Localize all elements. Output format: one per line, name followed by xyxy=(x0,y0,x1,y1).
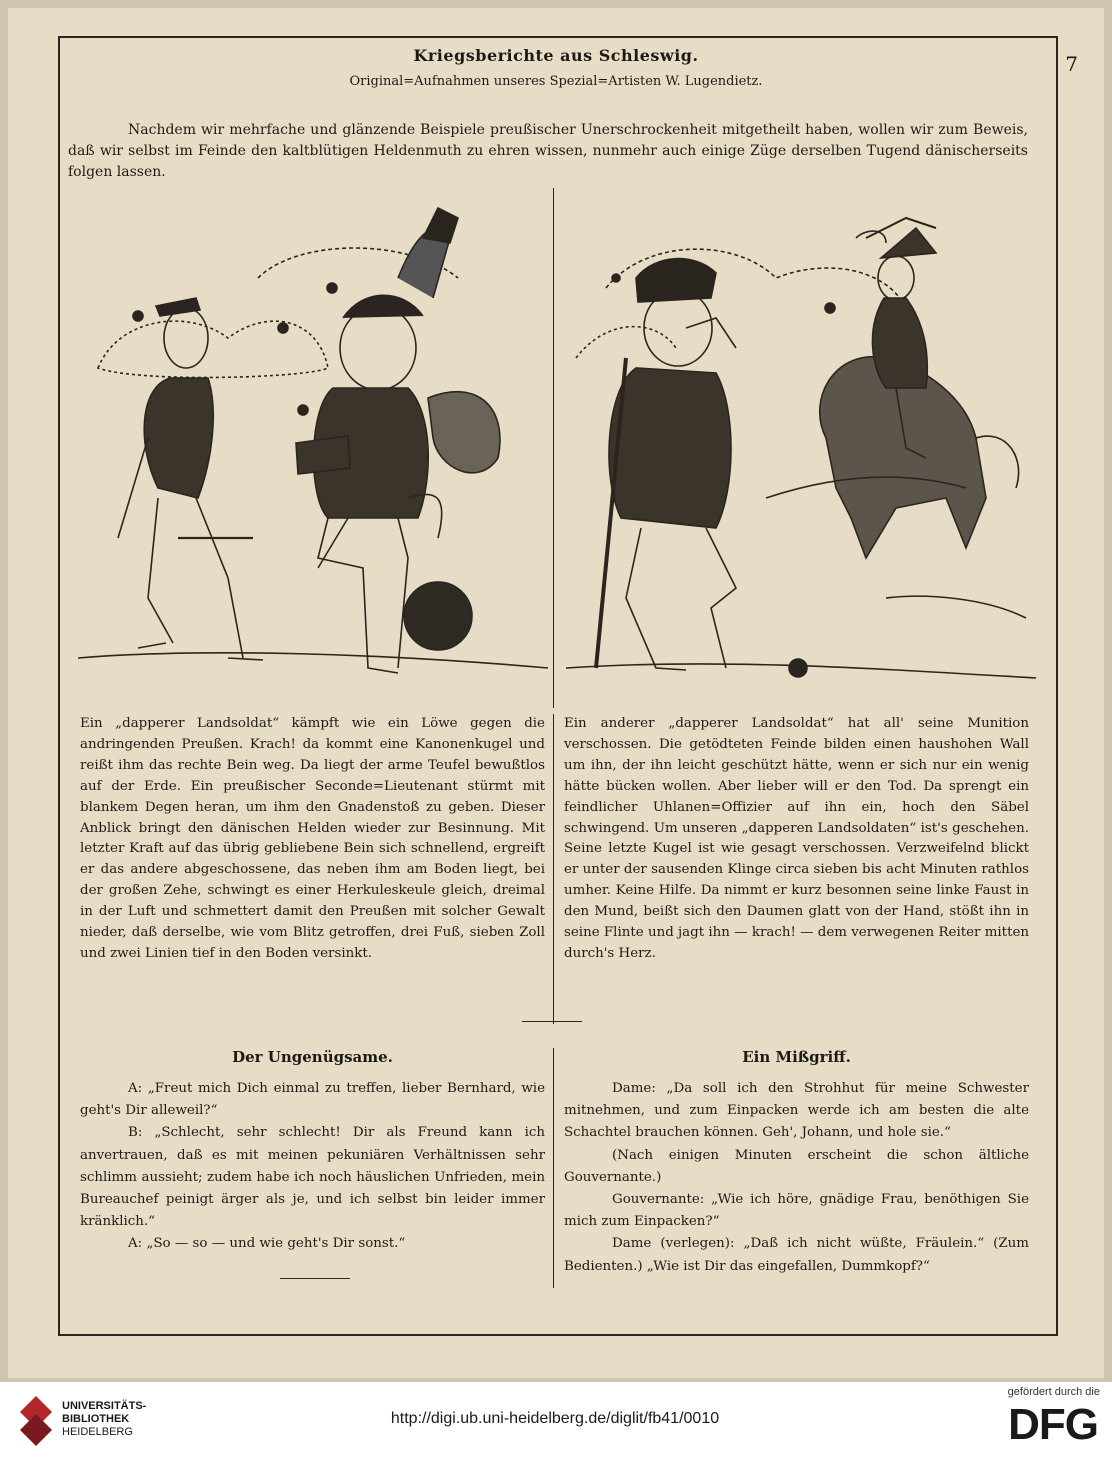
end-rule xyxy=(280,1278,350,1279)
dialog-line: B: „Schlecht, sehr schlecht! Dir als Freund kann ich anvertrauen, daß es mit meinen pekuniären Verhältnissen sehr schlimm aussieht; zudem habe ich noch häuslichen Unfrieden, mein Bureauchef peinigt ärger als je, und ich selbst bin leider immer kränklich.“ xyxy=(80,1125,545,1230)
section-separator xyxy=(522,1021,582,1022)
page-title: Kriegsberichte aus Schleswig. xyxy=(413,46,699,65)
dialog-left xyxy=(80,1078,545,1256)
university-logo-icon xyxy=(18,1392,54,1450)
institution-line: UNIVERSITÄTS- xyxy=(62,1400,147,1412)
intro-paragraph: Nachdem wir mehrfache und glänzende Beispiele preußischer Unerschrockenheit mitgetheilt haben, wollen wir zum Beweis, daß wir selbst im Feinde den kaltblütigen Heldenmuth zu ehren wissen, nunmehr auch einige Züge derselben Tugend dänischerseits folgen lassen. xyxy=(68,122,1028,180)
column-divider-bottom xyxy=(553,1048,554,1288)
newspaper-page xyxy=(8,8,1104,1378)
section-title-right: Ein Mißgriff. xyxy=(742,1048,851,1066)
story-right: Ein anderer „dapperer Landsoldat“ hat all' seine Munition verschossen. Die getödteten Feinde bilden einen haushohen Wall um ihn, der ihn leicht geschützt hätte, wenn er sich nur ein wenig hätte bücken wollen. Aber lieber will er den Tod. Da sprengt ein feindlicher Uhlanen=Offizier auf ihn ein, hoch den Säbel schwingend. Um unseren „dapperen Landsoldaten“ ist's geschehen. Seine letzte Kugel ist wie gesagt verschossen. Verzweifelnd blickt er unter der sausenden Klinge circa sieben bis acht Minuten rathlos umher. Keine Hilfe. Da nimmt er kurz besonnen seine linke Faust in den Mund, beißt sich den Daumen glatt von der Hand, stößt ihn in seine Flinte und jagt ihn — krach! — dem verwegenen Reiter mitten durch's Herz. xyxy=(564,716,1029,961)
dialog-line: Gouvernante: „Wie ich höre, gnädige Frau, benöthigen Sie mich zum Einpacken?“ xyxy=(564,1192,1029,1230)
dialog-line: (Nach einigen Minuten erscheint die schon ältliche Gouvernante.) xyxy=(564,1147,1029,1185)
dialog-line: A: „So — so — und wie geht's Dir sonst.“ xyxy=(128,1236,406,1252)
section-title-left: Der Ungenügsame. xyxy=(232,1048,393,1066)
page-number: 7 xyxy=(1065,52,1078,76)
illustration-soldier-with-leg xyxy=(78,198,548,698)
viewer-footer xyxy=(0,1382,1112,1460)
page-subtitle: Original=Aufnahmen unseres Spezial=Artisten W. Lugendietz. xyxy=(349,74,763,89)
column-divider-middle xyxy=(553,714,554,1024)
illustration-soldier-and-uhlan xyxy=(566,198,1036,698)
illustration-drawing xyxy=(566,198,1036,698)
dialog-line: A: „Freut mich Dich einmal zu treffen, lieber Bernhard, wie geht's Dir alleweil?“ xyxy=(80,1081,545,1119)
illustration-drawing xyxy=(78,198,548,698)
funder-label: gefördert durch die xyxy=(1007,1386,1100,1398)
dfg-logo: DFG xyxy=(1008,1400,1098,1449)
story-left: Ein „dapperer Landsoldat“ kämpft wie ein Löwe gegen die andringenden Preußen. Krach! da kommt eine Kanonenkugel und reißt ihm das rechte Bein weg. Da liegt der arme Teufel bewußtlos auf der Erde. Ein preußischer Seconde=Lieutenant stürmt mit blankem Degen heran, um ihm den Gnadenstoß zu geben. Dieser Anblick bringt den dänischen Helden wieder zur Besinnung. Mit letzter Kraft auf das übrig gebliebene Bein sich schnellend, ergreift er das andere abgeschossene, das neben ihm am Boden liegt, bei der großen Zehe, schwingt es einer Herkuleskeule gleich, dreimal in der Luft und schmettert damit den Preußen mit solcher Gewalt nieder, daß derselbe, wie vom Blitz getroffen, drei Fuß, sieben Zoll und zwei Linien tief in den Boden versinkt. xyxy=(80,716,545,961)
dialog-line: Dame (verlegen): „Daß ich nicht wüßte, Fräulein.“ (Zum Bedienten.) „Wie ist Dir das eingefallen, Dummkopf?“ xyxy=(564,1236,1029,1274)
permalink-url[interactable]: http://digi.ub.uni-heidelberg.de/diglit/fb41/0010 xyxy=(390,1410,720,1427)
column-divider-top xyxy=(553,188,554,708)
institution-line: BIBLIOTHEK xyxy=(62,1413,130,1425)
institution-line: HEIDELBERG xyxy=(62,1426,133,1438)
dialog-line: Dame: „Da soll ich den Strohhut für meine Schwester mitnehmen, und zum Einpacken werde ich am besten die alte Schachtel brauchen können. Geh', Johann, und hole sie.“ xyxy=(564,1081,1029,1141)
dialog-right xyxy=(564,1078,1029,1278)
institution-name xyxy=(62,1400,146,1439)
